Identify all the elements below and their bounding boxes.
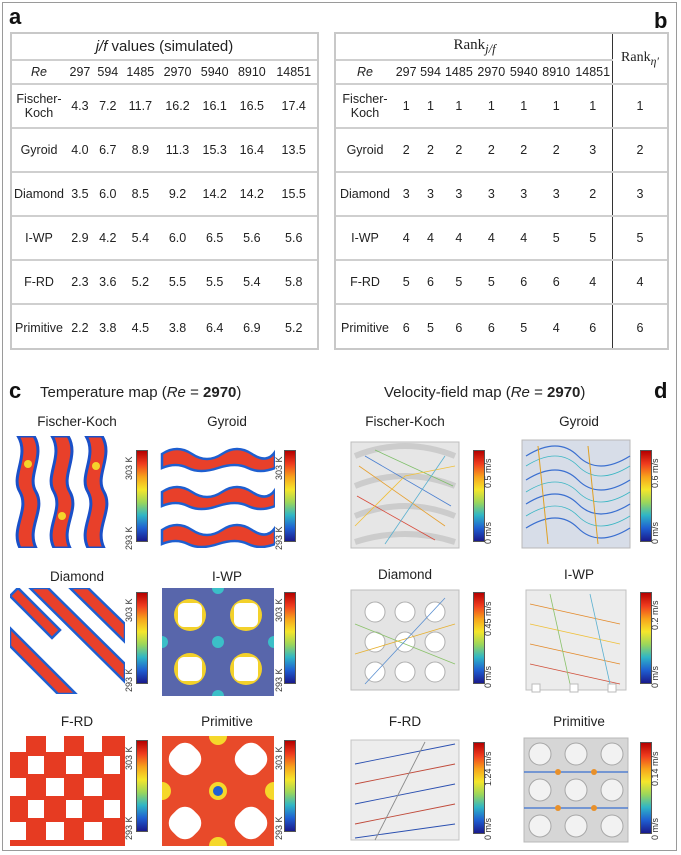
temp-colorbar [284,740,296,832]
table-a-title: j/f values (simulated) [95,38,234,55]
vel-colorbar-min-label: 0 m/s [483,521,493,544]
temp-map-title: Fischer-Koch [37,414,117,429]
fischer-koch-velocity-map [345,436,465,554]
table-row: Diamond 3 3 3 3 3 3 2 3 [336,172,667,216]
temp-map-title: I-WP [212,569,242,584]
vel-map-title: Diamond [377,567,433,582]
table-row: F-RD 5 6 5 5 6 6 4 4 [336,260,667,304]
table-row: Diamond 3.5 6.0 8.5 9.2 14.2 14.2 15.5 [12,172,317,216]
diamond-temperature-map [10,588,125,694]
temp-colorbar-min-label: 293 K [124,816,134,840]
table-row: Fischer- Koch 1 1 1 1 1 1 1 1 [336,84,667,128]
vel-colorbar-min-label: 0 m/s [483,665,493,688]
vel-map-title: I-WP [564,567,594,582]
temp-colorbar-min-label: 293 K [274,816,284,840]
temp-colorbar-max-label: 303 K [124,746,134,770]
vel-map-title: Gyroid [559,414,599,429]
gyroid-temperature-map [160,444,275,548]
temp-colorbar [284,450,296,542]
fischer-koch-temperature-map [10,436,125,548]
temp-map-title: Gyroid [207,414,247,429]
temp-colorbar-min-label: 293 K [274,668,284,692]
temp-colorbar [284,592,296,684]
table-b-rank-eta-header: Rank$_{\eta'}$ [621,49,659,68]
table-a-header-row: Re 297 594 1485 2970 5940 8910 14851 [12,60,317,84]
vel-colorbar-min-label: 0 m/s [650,817,660,840]
temp-colorbar [136,592,148,684]
table-row: Primitive 2.2 3.8 4.5 3.8 6.4 6.9 5.2 [12,304,317,350]
vel-colorbar-max-label: 0.2 m/s [650,600,660,630]
f-rd-temperature-map [10,736,125,846]
temp-colorbar-min-label: 293 K [124,668,134,692]
vel-map-title: F-RD [388,714,422,729]
temp-colorbar-max-label: 303 K [274,456,284,480]
vel-colorbar-max-label: 0.45 m/s [483,601,493,636]
vel-map-title: Primitive [553,714,605,729]
table-row: Gyroid 4.0 6.7 8.9 11.3 15.3 16.4 13.5 [12,128,317,172]
vel-colorbar-max-label: 0.6 m/s [650,458,660,488]
temp-colorbar-max-label: 303 K [274,746,284,770]
gyroid-velocity-map [518,436,634,552]
primitive-temperature-map [162,736,274,846]
table-b-header-row: Re 297 594 1485 2970 5940 8910 14851 [336,60,667,84]
temp-colorbar [136,740,148,832]
table-b-rank-header: Rank$_{j/f}$ [453,36,496,56]
diamond-velocity-map [345,584,465,696]
vel-colorbar-min-label: 0 m/s [650,665,660,688]
table-b [336,34,667,350]
panel-label-d: d [654,378,668,403]
temp-map-title: Primitive [201,714,253,729]
vel-colorbar-min-label: 0 m/s [483,817,493,840]
re-label: Re [31,65,47,79]
i-wp-temperature-map [162,588,274,696]
vel-map-title: Fischer-Koch [365,414,445,429]
i-wp-velocity-map [520,584,632,696]
table-row: I-WP 2.9 4.2 5.4 6.0 6.5 5.6 5.6 [12,216,317,260]
table-row: Fischer- Koch 4.3 7.2 11.7 16.2 16.1 16.5 17.4 [12,84,317,128]
temp-colorbar [136,450,148,542]
vel-colorbar-min-label: 0 m/s [650,521,660,544]
panel-label-c: c [9,378,22,403]
velocity-title: Velocity-field map (Re = 2970) [384,384,586,401]
temp-colorbar-max-label: 303 K [274,598,284,622]
temperature-title: Temperature map (Re = 2970) [40,384,242,401]
temp-map-title: Diamond [49,569,105,584]
vel-colorbar-max-label: 0.14 m/s [650,751,660,786]
table-row: F-RD 2.3 3.6 5.2 5.5 5.5 5.4 5.8 [12,260,317,304]
vel-colorbar-max-label: 1.24 m/s [483,751,493,786]
table-row: Primitive 6 5 6 6 5 4 6 6 [336,304,667,350]
table-row: I-WP 4 4 4 4 4 5 5 5 [336,216,667,260]
temp-colorbar-max-label: 303 K [124,598,134,622]
panel-label-b: b [654,8,668,33]
temp-colorbar-min-label: 293 K [124,526,134,550]
temp-colorbar-min-label: 293 K [274,526,284,550]
panel-label-a: a [9,4,22,29]
table-row: Gyroid 2 2 2 2 2 2 3 2 [336,128,667,172]
temp-colorbar-max-label: 303 K [124,456,134,480]
temp-map-title: F-RD [60,714,94,729]
vel-colorbar-max-label: 0.5 m/s [483,458,493,488]
f-rd-velocity-map [345,734,465,846]
table-a [12,34,317,350]
primitive-velocity-map [518,732,634,848]
